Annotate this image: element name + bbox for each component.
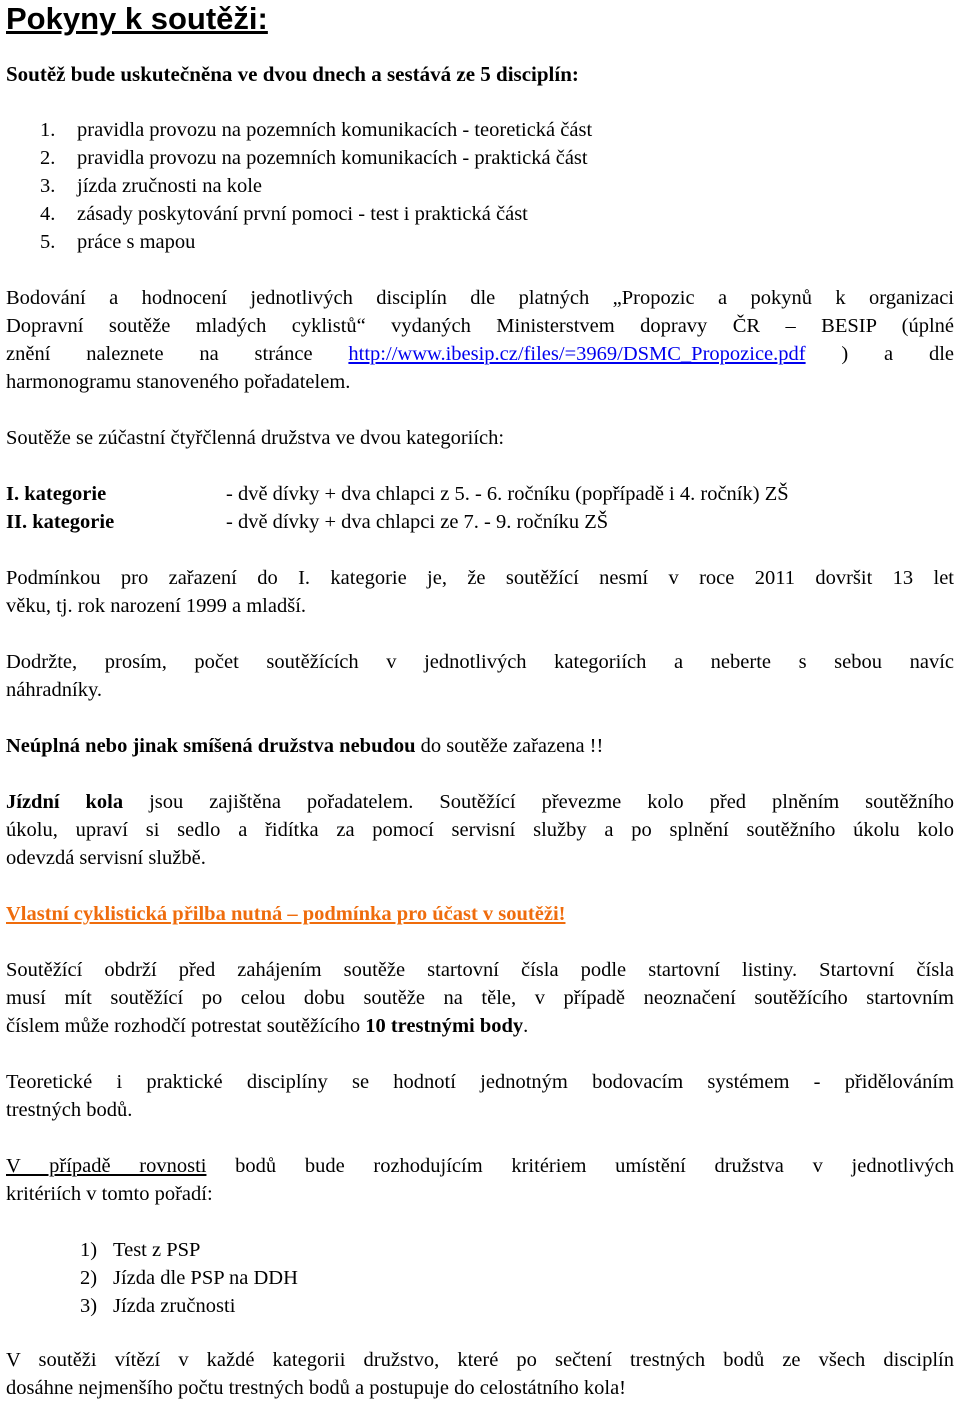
list-item	[80, 1292, 298, 1320]
list-item-number: 4.	[40, 203, 56, 225]
list-item	[40, 116, 592, 144]
category-label: I. kategorie	[6, 483, 107, 505]
list-item-text: Test z PSP	[113, 1239, 201, 1261]
paragraph-line	[6, 1152, 954, 1180]
paragraph-line	[6, 788, 954, 816]
list-item-number: 2.	[40, 147, 56, 169]
paragraph-text: .	[523, 1015, 529, 1037]
winner-paragraph	[6, 1346, 954, 1402]
tie-underlined-text: V případě rovnosti	[6, 1155, 207, 1177]
condition-paragraph	[6, 564, 954, 620]
penalty-bold-text: 10 trestnými body	[365, 1015, 524, 1037]
list-item-text: Jízda dle PSP na DDH	[113, 1267, 298, 1289]
disciplines-list	[40, 116, 592, 256]
list-item	[40, 200, 592, 228]
category-row	[6, 480, 789, 508]
paragraph-line: úkolu, upraví si sedlo a řidítka za pomocí servisní služby a po splnění soutěžního úkolu kolo	[6, 819, 954, 841]
paragraph-text: znění naleznete na stránce	[6, 343, 313, 365]
propozice-link[interactable]: http://www.ibesip.cz/files/=3969/DSMC_Propozice.pdf	[348, 343, 806, 365]
paragraph-line	[6, 1012, 954, 1040]
paragraph-line: Podmínkou pro zařazení do I. kategorie je, že soutěžící nesmí v roce 2011 dovršit 13 let	[6, 567, 954, 589]
category-label: II. kategorie	[6, 511, 115, 533]
scoring-paragraph	[6, 284, 954, 396]
list-item-number: 3.	[40, 175, 56, 197]
tie-criteria-list	[80, 1236, 298, 1320]
paragraph-line: Teoretické i praktické disciplíny se hodnotí jednotným bodovacím systémem - přidělováním	[6, 1071, 954, 1093]
list-item-number: 2)	[80, 1267, 98, 1289]
list-item-text: Jízda zručnosti	[113, 1295, 236, 1317]
paragraph-text: číslem může rozhodčí potrestat soutěžícího	[6, 1015, 361, 1037]
list-item-number: 1)	[80, 1239, 98, 1261]
category-description: - dvě dívky + dva chlapci z 5. - 6. ročníku (popřípadě i 4. ročník) ZŠ	[226, 483, 789, 505]
paragraph-line	[6, 340, 954, 368]
paragraph-text: jsou zajištěna pořadatelem. Soutěžící převezme kolo před plněním soutěžního	[149, 791, 954, 813]
category-row	[6, 508, 608, 536]
list-item	[40, 228, 592, 256]
incomplete-teams-notice	[6, 732, 954, 760]
bikes-bold-text: Jízdní kola	[6, 791, 124, 813]
paragraph-line: V soutěži vítězí v každé kategorii družstvo, které po sečtení trestných bodů ze všech disciplín	[6, 1349, 954, 1371]
paragraph-line: náhradníky.	[6, 679, 103, 701]
paragraph-text: bodů bude rozhodujícím kritériem umístění družstva v jednotlivých	[235, 1155, 955, 1177]
paragraph-line: dosáhne nejmenšího počtu trestných bodů a postupuje do celostátního kola!	[6, 1377, 626, 1399]
paragraph-line: odevzdá servisní službě.	[6, 847, 206, 869]
list-item	[80, 1236, 298, 1264]
notice-bold-text: Neúplná nebo jinak smíšená družstva nebudou	[6, 735, 416, 757]
paragraph-line: Dodržte, prosím, počet soutěžících v jednotlivých kategoriích a neberte s sebou navíc	[6, 651, 954, 673]
section-subtitle: Soutěž bude uskutečněna ve dvou dnech a sestává ze 5 disciplín:	[6, 62, 579, 86]
paragraph-line: musí mít soutěžící po celou dobu soutěže na těle, v případě neoznačení soutěžícího startovním	[6, 987, 954, 1009]
list-item-number: 3)	[80, 1295, 98, 1317]
helmet-warning: Vlastní cyklistická přilba nutná – podmínka pro účast v soutěži!	[6, 903, 566, 925]
paragraph-line: kritériích v tomto pořadí:	[6, 1183, 213, 1205]
bikes-paragraph	[6, 788, 954, 872]
list-item	[80, 1264, 298, 1292]
list-item	[40, 172, 592, 200]
paragraph-line: věku, tj. rok narození 1999 a mladší.	[6, 595, 307, 617]
list-item	[40, 144, 592, 172]
paragraph-line: Dopravní soutěže mladých cyklistů“ vydaných Ministerstvem dopravy ČR – BESIP (úplné	[6, 315, 954, 337]
tie-paragraph	[6, 1152, 954, 1208]
paragraph-line: Bodování a hodnocení jednotlivých disciplín dle platných „Propozic a pokynů k organizaci	[6, 287, 954, 309]
list-item-text: zásady poskytování první pomoci - test i praktická část	[77, 203, 528, 225]
notice-text: do soutěže zařazena !!	[420, 735, 604, 757]
paragraph-text: ) a dle	[841, 343, 954, 365]
keep-count-paragraph	[6, 648, 954, 704]
category-description: - dvě dívky + dva chlapci ze 7. - 9. ročníku ZŠ	[226, 511, 609, 533]
page-title: Pokyny k soutěži:	[6, 1, 268, 36]
list-item-text: práce s mapou	[77, 231, 196, 253]
start-numbers-paragraph	[6, 956, 954, 1040]
list-item-text: pravidla provozu na pozemních komunikacích - teoretická část	[77, 119, 593, 141]
teams-intro: Soutěže se zúčastní čtyřčlenná družstva ve dvou kategoriích:	[6, 427, 505, 449]
list-item-number: 1.	[40, 119, 56, 141]
paragraph-line: Soutěžící obdrží před zahájením soutěže startovní čísla podle startovní listiny. Startovní čísla	[6, 959, 954, 981]
paragraph-line: trestných bodů.	[6, 1099, 133, 1121]
list-item-text: pravidla provozu na pozemních komunikacích - praktická část	[77, 147, 588, 169]
list-item-number: 5.	[40, 231, 56, 253]
paragraph-line: harmonogramu stanoveného pořadatelem.	[6, 371, 351, 393]
list-item-text: jízda zručnosti na kole	[77, 175, 263, 197]
penalty-system-paragraph	[6, 1068, 954, 1124]
